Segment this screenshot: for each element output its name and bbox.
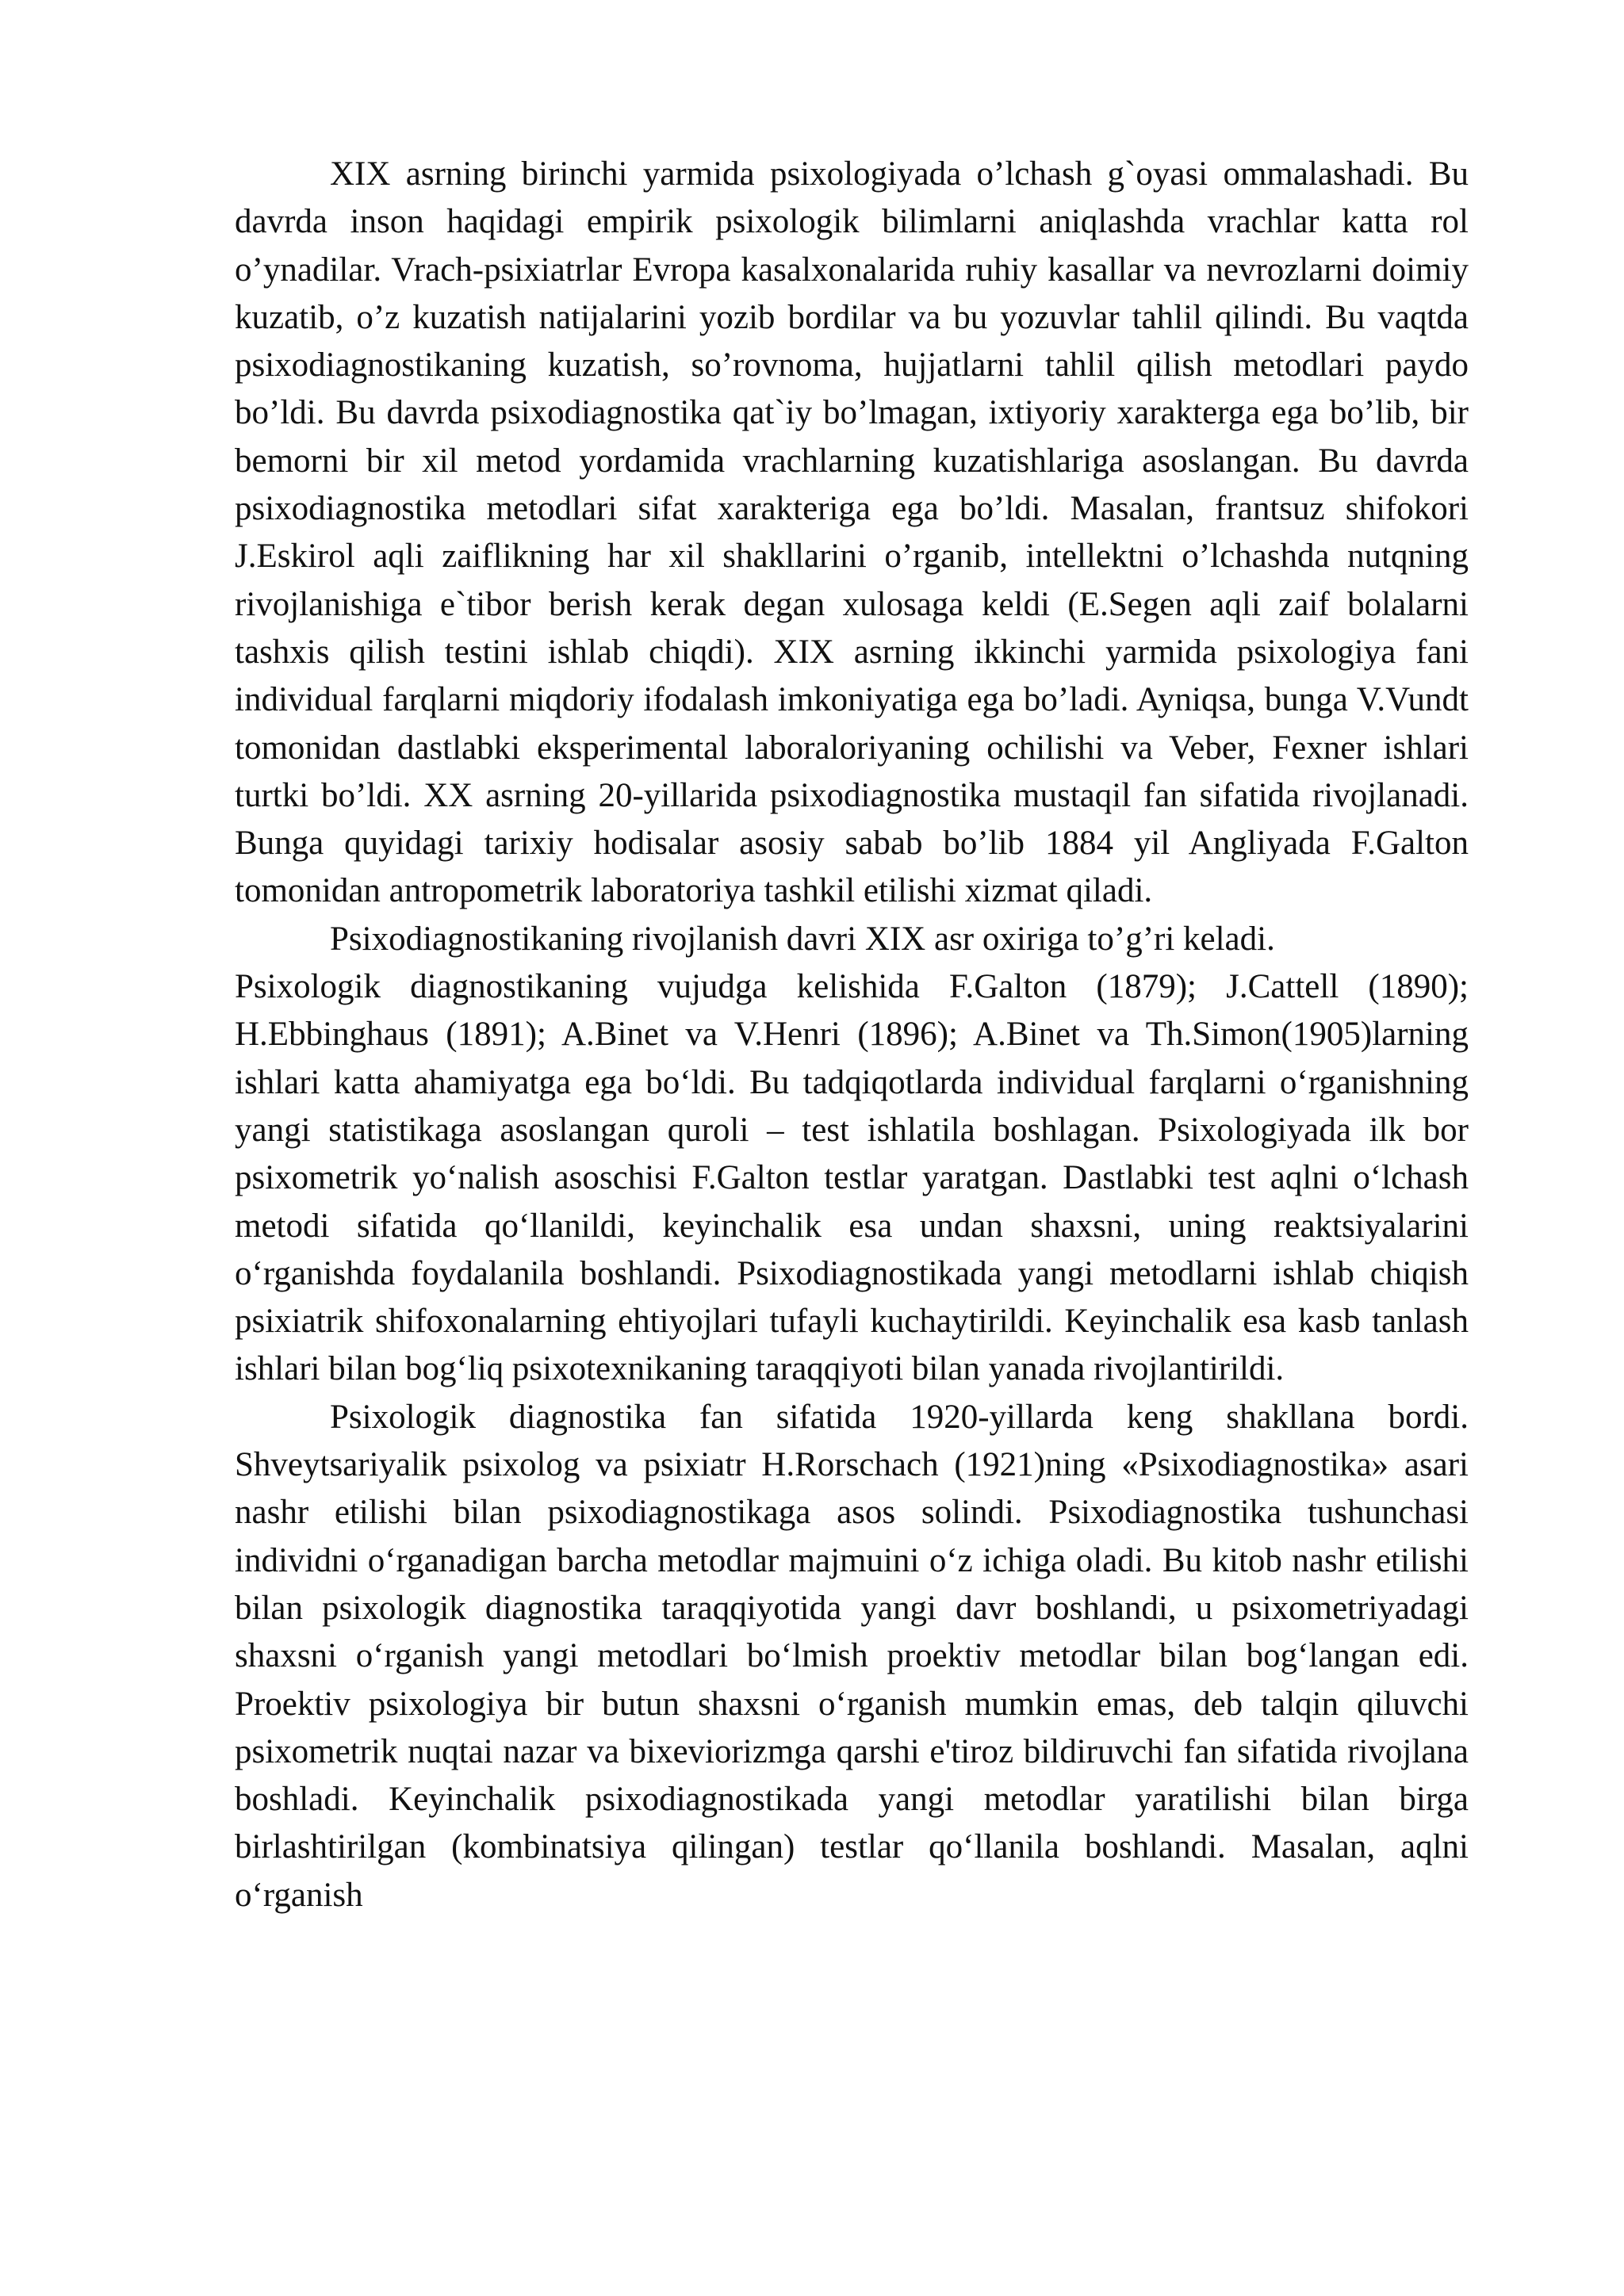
paragraph-test-history: Psixologik diagnostikaning vujudga kelishida F.Galton (1879); J.Cattell (1890); H.Ebbinghaus (1891); A.Binet va V.Henri (1896); A.Binet va Th.Simon(1905)larning ishlari katta ahamiyatga ega bo‘ldi. Bu tadqiqotlarda individual farqlarni o‘rganishning yangi statistikaga asoslangan quroli – test ishlatila boshlagan. Psixologiyada ilk bor psixometrik yo‘nalish asoschisi F.Galton testlar yaratgan. Dastlabki test aqlni o‘lchash metodi sifatida qo‘llanildi, keyinchalik esa undan shaxsni, uning reaktsiyalarini o‘rganishda foydalanila boshlandi. Psixodiagnostikada yangi metodlarni ishlab chiqish psixiatrik shifoxonalarning ehtiyojlari tufayli kuchaytirildi. Keyinchalik esa kasb tanlash ishlari bilan bog‘liq psixotexnikaning taraqqiyoti bilan yanada rivojlantirildi. bbox=[235, 968, 1469, 1388]
paragraph-development-period: Psixodiagnostikaning rivojlanish davri XIX asr oxiriga to’g’ri keladi. bbox=[330, 920, 1275, 958]
paragraph-psychodiagnostics-origins: XIX asrning birinchi yarmida psixologiyada o’lchash g`oyasi ommalashadi. Bu davrda inson haqidagi empirik psixologik bilimlarni aniqlashda vrachlar katta rol o’ynadilar. Vrach-psixiatrlar Evropa kasalxonalarida ruhiy kasallar va nevrozlarni doimiy kuzatib, o’z kuzatish natijalarini yozib bordilar va bu yozuvlar tahlil qilindi. Bu vaqtda psixodiagnostikaning kuzatish, so’rovnoma, hujjatlarni tahlil qilish metodlari paydo bo’ldi. Bu davrda psixodiagnostika qat`iy bo’lmagan, ixtiyoriy xarakterga ega bo’lib, bir bemorni bir xil metod yordamida vrachlarning kuzatishlariga asoslangan. Bu davrda psixodiagnostika metodlari sifat xarakteriga ega bo’ldi. Masalan, frantsuz shifokori J.Eskirol aqli zaiflikning har xil shakllarini o’rganib, intellektni o’lchashda nutqning rivojlanishiga e`tibor berish kerak degan xulosaga keldi (E.Segen aqli zaif bolalarni tashxis qilish testini ishlab chiqdi). XIX asrning ikkinchi yarmida psixologiya fani individual farqlarni miqdoriy ifodalash imkoniyatiga ega bo’ladi. Ayniqsa, bunga V.Vundt tomonidan dastlabki eksperimental laboraloriyaning ochilishi va Veber, Fexner ishlari turtki bo’ldi. XX asrning 20-yillarida psixodiagnostika mustaqil fan sifatida rivojlanadi. Bunga quyidagi tarixiy hodisalar asosiy sabab bo’lib 1884 yil Angliyada F.Galton tomonidan antropometrik laboratoriya tashkil etilishi xizmat qiladi. bbox=[235, 155, 1469, 910]
document-body bbox=[235, 151, 1469, 1919]
paragraph-rorschach: Psixologik diagnostika fan sifatida 1920-yillarda keng shakllana bordi. Shveytsariyalik psixolog va psixiatr H.Rorschach (1921)ning «Psixodiagnostika» asari nashr etilishi bilan psixodiagnostikaga asos solindi. Psixodiagnostika tushunchasi individni o‘rganadigan barcha metodlar majmuini o‘z ichiga oladi. Bu kitob nashr etilishi bilan psixologik diagnostika taraqqiyotida yangi davr boshlandi, u psixometriyadagi shaxsni o‘rganish yangi metodlari bo‘lmish proektiv metodlar bilan bog‘langan edi. Proektiv psixologiya bir butun shaxsni o‘rganish mumkin emas, deb talqin qiluvchi psixometrik nuqtai nazar va bixeviorizmga qarshi e'tiroz bildiruvchi fan sifatida rivojlana boshladi. Keyinchalik psixodiagnostikada yangi metodlar yaratilishi bilan birga birlashtirilgan (kombinatsiya qilingan) testlar qo‘llanila boshlandi. Masalan, aqlni o‘rganish bbox=[235, 1398, 1469, 1914]
